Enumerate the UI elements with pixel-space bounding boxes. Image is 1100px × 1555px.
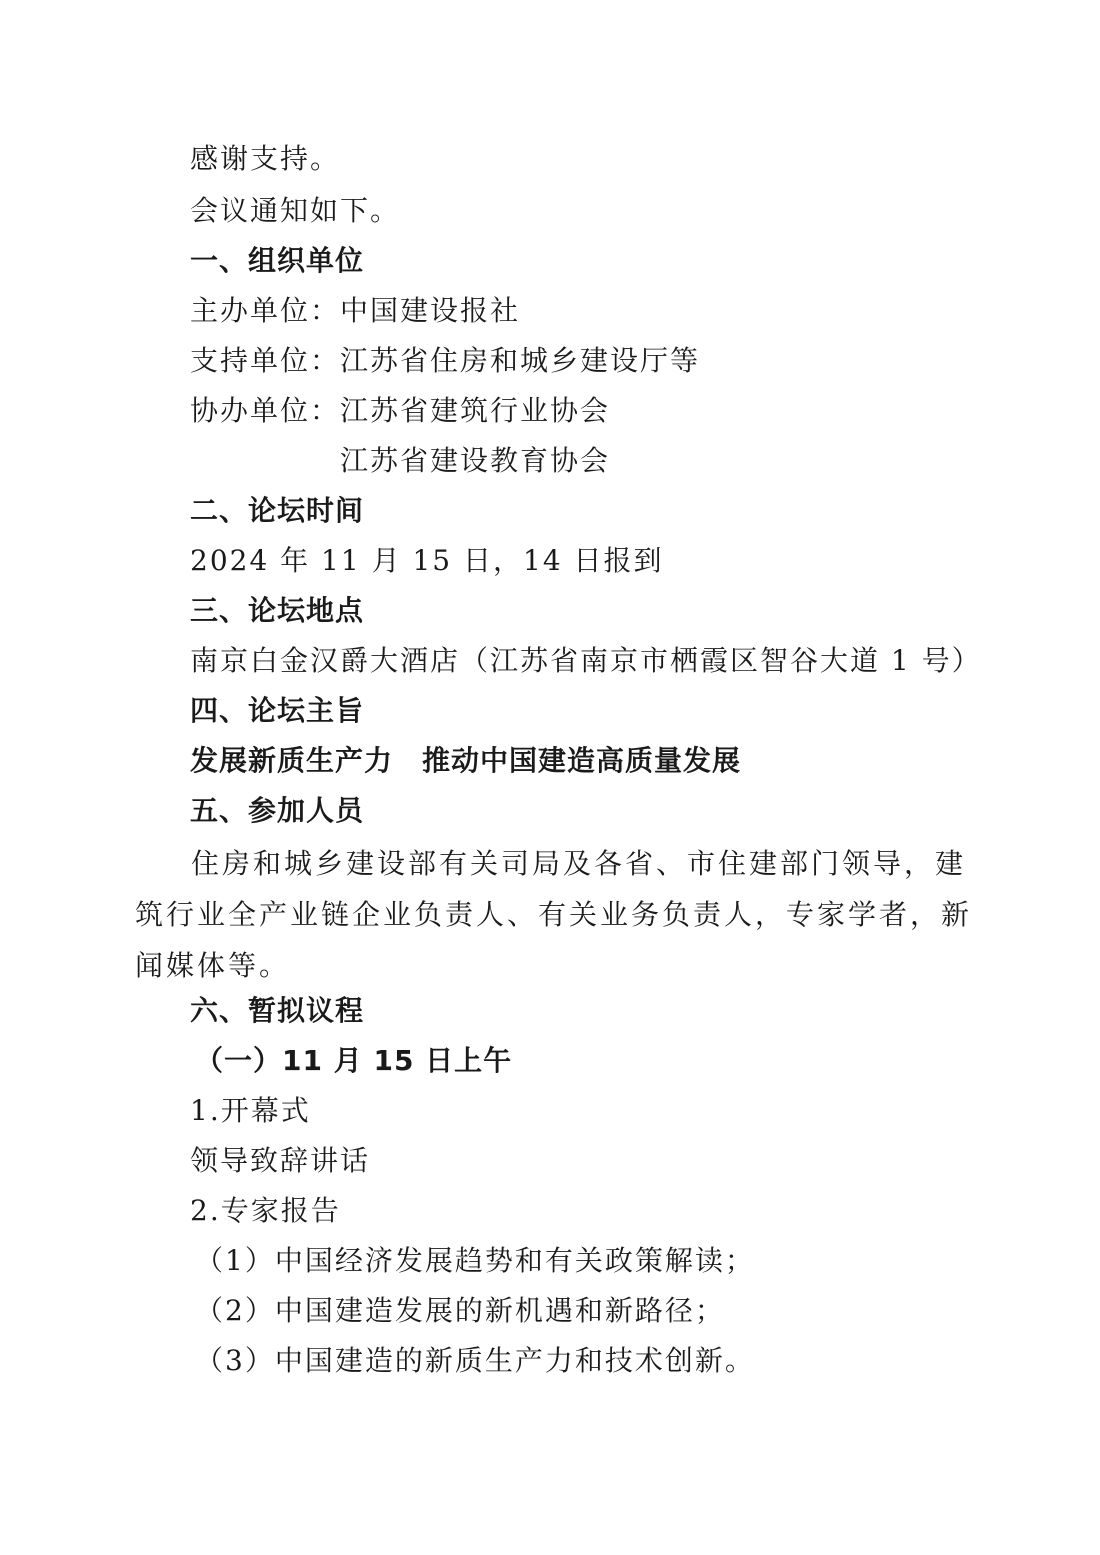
- report-item-3: （3）中国建造的新质生产力和技术创新。: [195, 1344, 755, 1377]
- section-heading-theme: 四、论坛主旨: [190, 694, 365, 727]
- section-heading-participants: 五、参加人员: [190, 794, 365, 827]
- agenda-item-opening: 1.开幕式: [190, 1094, 311, 1127]
- participants-paragraph: 住房和城乡建设部有关司局及各省、市住建部门领导，建筑行业全产业链企业负责人、有关业务负责人，专家学者，新闻媒体等。: [135, 847, 973, 982]
- host-line: 主办单位：中国建设报社: [190, 294, 521, 327]
- agenda-item-reports: 2.专家报告: [190, 1194, 341, 1227]
- co-host-line: 协办单位：江苏省建筑行业协会: [190, 394, 611, 427]
- forum-theme: 发展新质生产力 推动中国建造高质量发展: [190, 744, 742, 777]
- section-heading-venue: 三、论坛地点: [190, 594, 365, 627]
- report-item-1: （1）中国经济发展趋势和有关政策解读；: [195, 1244, 755, 1277]
- notice-text: 会议通知如下。: [190, 194, 401, 227]
- forum-time: 2024 年 11 月 15 日，14 日报到: [190, 544, 664, 577]
- co-host-line-2: 江苏省建设教育协会: [340, 444, 611, 477]
- forum-venue: 南京白金汉爵大酒店（江苏省南京市栖霞区智谷大道 1 号）: [190, 644, 982, 677]
- agenda-subheading: （一）11 月 15 日上午: [195, 1044, 513, 1077]
- agenda-item-opening-detail: 领导致辞讲话: [190, 1144, 371, 1177]
- thanks-text: 感谢支持。: [190, 142, 341, 175]
- support-line: 支持单位：江苏省住房和城乡建设厅等: [190, 344, 701, 377]
- report-item-2: （2）中国建造发展的新机遇和新路径；: [195, 1294, 725, 1327]
- section-heading-agenda: 六、暂拟议程: [190, 994, 365, 1027]
- section-heading-time: 二、论坛时间: [190, 494, 365, 527]
- section-heading-organizers: 一、组织单位: [190, 244, 365, 277]
